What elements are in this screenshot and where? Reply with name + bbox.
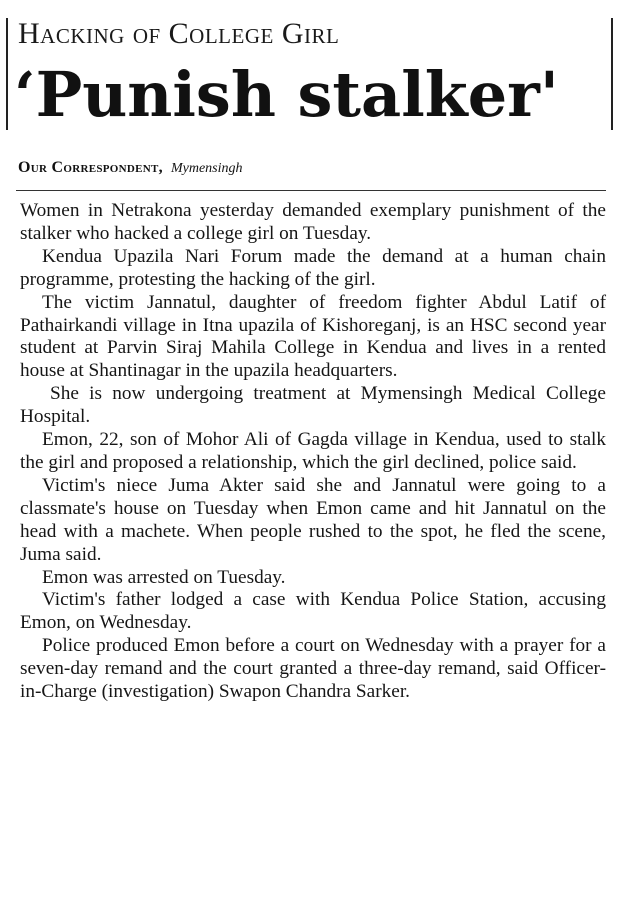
paragraph: She is now undergoing treatment at Mymensingh Medical College Hospital. bbox=[20, 383, 606, 428]
byline-divider bbox=[16, 190, 606, 191]
byline bbox=[18, 158, 243, 179]
byline-location: Mymensingh bbox=[170, 161, 243, 176]
right-column-rule bbox=[611, 18, 613, 130]
left-column-rule bbox=[6, 18, 8, 130]
paragraph: Women in Netrakona yesterday demanded exemplary punishment of the stalker who hacked a college girl on Tuesday. bbox=[20, 200, 606, 244]
paragraph: Kendua Upazila Nari Forum made the demand at a human chain programme, protesting the hacking of the girl. bbox=[20, 245, 606, 290]
main-headline: ‘Punish stalker' bbox=[14, 58, 559, 131]
paragraph: Police produced Emon before a court on Wednesday with a prayer for a seven-day remand and the court granted a three-day remand, said Officer-in-Charge (investigation) Swapon Chandra Sarker. bbox=[20, 635, 606, 703]
article-body bbox=[20, 200, 606, 704]
kicker-headline: Hacking of College Girl bbox=[18, 17, 340, 50]
paragraph: Victim's niece Juma Akter said she and Jannatul were going to a classmate's house on Tuesday when Emon came and hit Jannatul on the head with a machete. When people rushed to the spot, he fled the scene, Juma said. bbox=[20, 474, 606, 565]
paragraph: Emon, 22, son of Mohor Ali of Gagda village in Kendua, used to stalk the girl and proposed a relationship, which the girl declined, police said. bbox=[20, 429, 606, 473]
byline-author: Our Correspondent, bbox=[18, 159, 163, 176]
paragraph: Emon was arrested on Tuesday. bbox=[42, 566, 286, 588]
paragraph: Victim's father lodged a case with Kendua Police Station, accusing Emon, on Wednesday. bbox=[20, 589, 606, 634]
paragraph: The victim Jannatul, daughter of freedom fighter Abdul Latif of Pathairkandi village in Itna upazila of Kishoreganj, is an HSC second year student at Parvin Siraj Mahila College in Kendua and lives in a rented house at Shantinagar in the upazila headquarters. bbox=[20, 291, 606, 382]
